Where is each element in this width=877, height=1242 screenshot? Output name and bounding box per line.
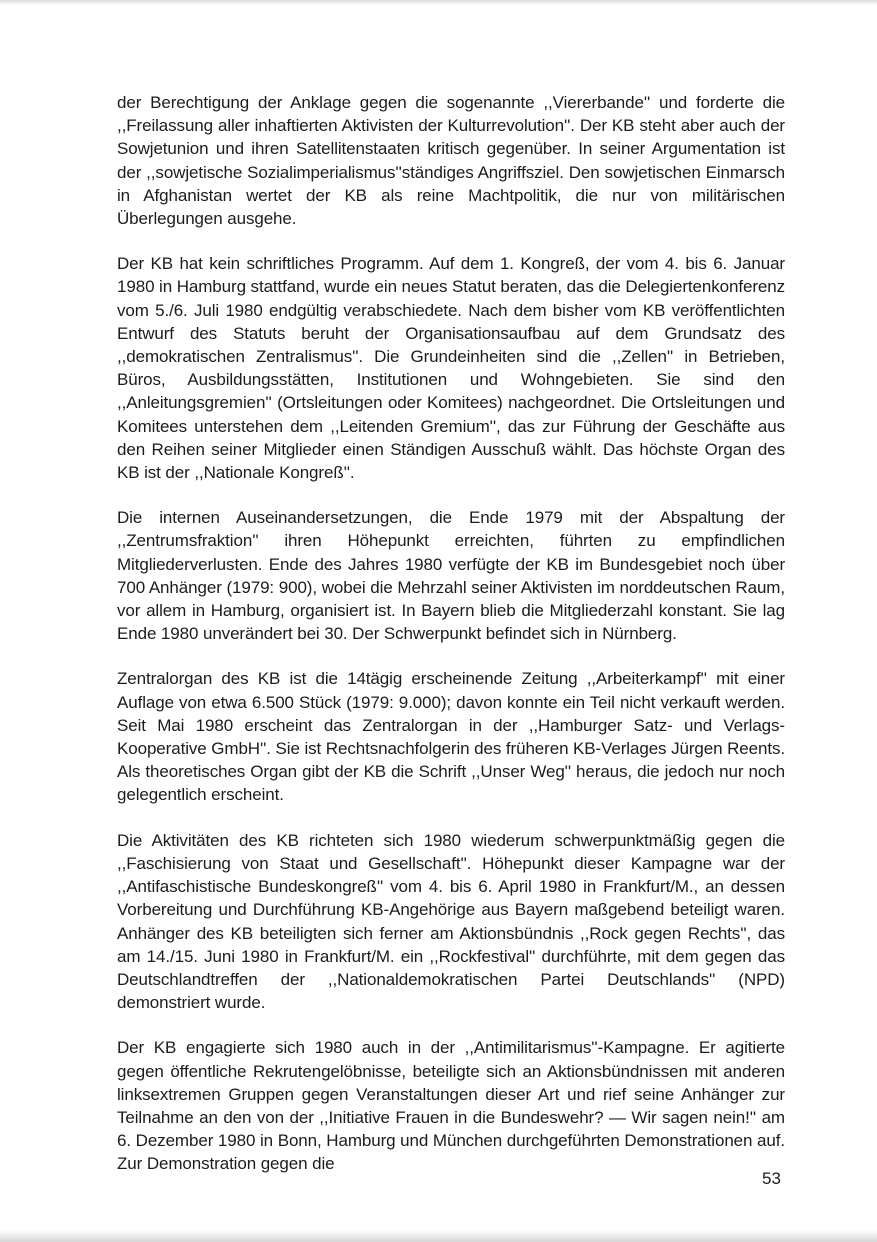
paragraph-kb-membership: Die internen Auseinandersetzungen, die Ende 1979 mit der Abspaltung der ,,Zentrumsfraktion'' ihren Höhepunkt erreichten, führten zu empfindlichen Mitgliederverlusten. Ende des Jahres 1980 verfügte der KB im Bundesgebiet noch über 700 Anhänger (1979: 900), wobei die Mehrzahl seiner Aktivisten im norddeutschen Raum, vor allem in Hamburg, organisiert ist. In Bayern blieb die Mitgliederzahl konstant. Sie lag Ende 1980 unverändert bei 30. Der Schwerpunkt befindet sich in Nürnberg. [117,508,785,644]
paragraph-kb-publications: Zentralorgan des KB ist die 14tägig erscheinende Zeitung ,,Arbeiterkampf'' mit einer Auflage von etwa 6.500 Stück (1979: 9.000); davon konnte ein Teil nicht verkauft werden. Seit Mai 1980 erscheint das Zentralorgan in der ,,Hamburger Satz- und Verlags-Kooperative GmbH''. Sie ist Rechtsnachfolgerin des früheren KB-Verlages Jürgen Reents. Als theoretisches Organ gibt der KB die Schrift ,,Unser Weg'' heraus, die jedoch nur noch gelegentlich erscheint. [117,669,785,805]
paragraph-kb-activities: Die Aktivitäten des KB richteten sich 1980 wiederum schwerpunktmäßig gegen die ,,Faschisierung von Staat und Gesellschaft''. Höhepunkt dieser Kampagne war der ,,Antifaschistische Bundeskongreß'' vom 4. bis 6. April 1980 in Frankfurt/M., an dessen Vorbereitung und Durchführung KB-Angehörige aus Bayern maßgebend beteiligt waren. Anhänger des KB beteiligten sich ferner am Aktionsbündnis ,,Rock gegen Rechts'', das am 14./15. Juni 1980 in Frankfurt/M. ein ,,Rockfestival'' durchführte, mit dem gegen das Deutschlandtreffen der ,,Nationaldemokratischen Partei Deutschlands'' (NPD) demonstriert wurde. [117,830,785,1013]
document-body [117,91,785,1198]
page-edge-top [0,0,877,5]
page-edge-bottom [0,1230,877,1242]
paragraph-kb-foreign-policy: der Berechtigung der Anklage gegen die sogenannte ,,Viererbande'' und forderte die ,,Freilassung aller inhaftierten Aktivisten der Kulturrevolution''. Der KB steht aber auch der Sowjetunion und ihren Satellitenstaaten kritisch gegenüber. In seiner Argumentation ist der ,,sowjetische Sozialimperialismus''ständiges Angriffsziel. Den sowjetischen Einmarsch in Afghanistan wertet der KB als reine Machtpolitik, die nur von militärischen Überlegungen ausgehe. [117,93,785,229]
page-number: 53 [762,1169,781,1188]
paragraph-kb-organization: Der KB hat kein schriftliches Programm. Auf dem 1. Kongreß, der vom 4. bis 6. Januar 1980 in Hamburg stattfand, wurde ein neues Statut beraten, das die Delegiertenkonferenz vom 5./6. Juli 1980 endgültig verabschiedete. Nach dem bisher vom KB veröffentlichten Entwurf des Statuts beruht der Organisationsaufbau auf dem Grundsatz des ,,demokratischen Zentralismus''. Die Grundeinheiten sind die ,,Zellen'' in Betrieben, Büros, Ausbildungsstätten, Institutionen und Wohngebieten. Sie sind den ,,Anleitungsgremien'' (Ortsleitungen oder Komitees) nachgeordnet. Die Ortsleitungen und Komitees unterstehen dem ,,Leitenden Gremium'', das zur Führung der Geschäfte aus den Reihen seiner Mitglieder einen Ständigen Ausschuß wählt. Das höchste Organ des KB ist der ,,Nationale Kongreß''. [117,254,785,483]
paragraph-kb-antimilitarism: Der KB engagierte sich 1980 auch in der ,,Antimilitarismus''-Kampagne. Er agitierte gegen öffentliche Rekrutengelöbnisse, beteiligte sich an Aktionsbündnissen mit anderen linksextremen Gruppen gegen Veranstaltungen dieser Art und rief seine Anhänger zur Teilnahme an den von der ,,Initiative Frauen in die Bundeswehr? — Wir sagen nein!'' am 6. Dezember 1980 in Bonn, Hamburg und München durchgeführten Demonstrationen auf. Zur Demonstration gegen die [117,1038,785,1174]
